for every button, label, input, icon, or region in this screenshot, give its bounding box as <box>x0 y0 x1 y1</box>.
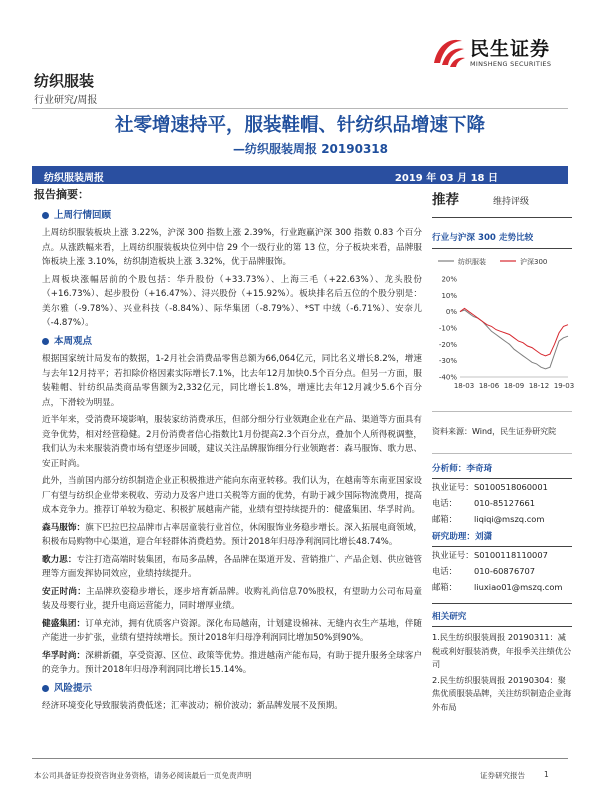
chart-title: 行业与沪深 300 走势比较 <box>432 233 534 243</box>
report-bar <box>32 166 568 184</box>
section-heading: 本周观点 <box>34 335 422 350</box>
rating-status: 维持评级 <box>493 197 530 207</box>
divider <box>432 411 572 412</box>
bullet-icon <box>42 212 49 219</box>
report-date: 2019 年 03 月 18 日 <box>394 173 498 184</box>
stock-paragraph: 健盛集团：订单充沛，拥有优质客户资源。深化布局越南，计划建设棉袜、无缝内衣生产基地，伴随产能进一步扩张，业绩有望持续增长。预计2018年归母净利润同比增加50%到90%。 <box>42 618 422 643</box>
researcher-tel: 电话： 010-60876707 <box>432 566 536 576</box>
x-tick-label: 19-03 <box>553 382 575 390</box>
legend-label: 沪深300 <box>520 258 548 266</box>
bullet-icon <box>42 685 49 692</box>
y-tick-label: -30% <box>438 357 457 366</box>
trend-chart <box>432 253 575 401</box>
rating <box>432 188 572 208</box>
divider <box>432 248 572 249</box>
y-tick-label: 0% <box>445 308 457 317</box>
y-tick-label: 20% <box>441 275 457 284</box>
researcher-cert: 执业证号： S0100118110007 <box>432 550 548 560</box>
logo-mark-icon <box>430 33 466 71</box>
divider <box>432 603 572 604</box>
page-number: 1 <box>544 770 549 779</box>
header-divider <box>32 108 568 109</box>
related-list <box>432 631 572 714</box>
bullet-icon <box>42 338 49 345</box>
section-heading: 上周行情回顾 <box>34 209 422 224</box>
sidebar <box>432 188 575 716</box>
stock-paragraph: 华孚时尚：深耕新疆，享受资源、区位、政策等优势。推进越南产能布局，有助于提升服务全球客户的竞争力。预计2018年归母净利润同比增长15.14%。 <box>42 650 422 675</box>
x-tick-label: 18-09 <box>503 382 525 390</box>
paragraph: 近半年来，受消费环境影响，服装家纺消费承压，但部分细分行业领跑企业在产品、渠道等方面具有竞争优势，相对经营稳健。2月份消费者信心指数比1月份提高2.3个百分点，叠加个人所得税调整，我们认为未来服装消费市场有望逐步回暖，建议关注品牌服饰细分行业领跑者：森马服饰、歌力思、安正时尚。 <box>42 415 422 469</box>
legend-label: 纺织服装 <box>458 258 486 266</box>
y-tick-label: -40% <box>438 373 457 382</box>
researcher-heading: 研究助理：刘潇 <box>432 532 493 542</box>
x-tick-label: 18-12 <box>528 382 550 390</box>
related-item[interactable]: 1.民生纺织服装周报 20190311：减税或利好服装消费，年报季关注绩优公司 <box>432 632 572 669</box>
related-item[interactable]: 2.民生纺织服装周报 20190304：聚焦优质服装品牌，关注纺织制造企业海外布局 <box>432 674 572 712</box>
paragraph: 上周板块涨幅居前的个股包括：华升股份（+33.73%）、上海三毛（+22.63%）、龙头股份（+16.73%）、起步股份（+16.47%）、浔兴股份（+15.92%）。板块排名后五位的个股分别是：美尔雅（-9.78%）、兴业科技（-8.84%）、际华集团（-8.79%）、*ST 中绒（-6.71%）、安奈儿（-4.87%）。 <box>42 274 422 328</box>
divider <box>432 453 572 454</box>
paragraph: 上周纺织服装板块上涨 3.22%，沪深 300 指数上涨 2.39%，行业跑赢沪深 300 指数 0.83 个百分点。从涨跌幅来看，上周纺织服装板块位列中信 29 个一级行业的第 13 位，分子板块来看，品牌服饰板块上涨 3.10%，纺织制造板块上涨 3.32%，优于品牌服饰。 <box>42 228 422 267</box>
bar-label: 纺织服装周报 <box>44 173 104 184</box>
y-tick-label: -10% <box>438 324 457 333</box>
company-logo <box>430 33 570 73</box>
y-tick-label: -20% <box>438 340 457 349</box>
report-title: 社零增速持平，服装鞋帽、针纺织品增速下降 <box>114 115 485 136</box>
industry-label: 纺织服装 <box>34 72 95 90</box>
stock-paragraph: 安正时尚：主品牌玖姿稳步增长，逐步培育新品牌。收购礼尚信息70%股权，有望助力公司布局童装及母婴行业，提升电商运营能力，同时增厚业绩。 <box>42 586 422 611</box>
stock-paragraph: 歌力思：专注打造高端时装集团，布局多品牌，各品牌在渠道开发、营销推广、产品企划、供应链管理等方面发挥协同效应，业绩持续提升。 <box>42 554 422 579</box>
paragraph: 根据国家统计局发布的数据，1-2月社会消费品零售总额为66,064亿元，同比名义增长8.2%，增速与去年12月持平；若扣除价格因素实际增长7.1%，比去年12月加快0.5个百分点。但另一方面，服装鞋帽、针纺织品类商品零售额为2,332亿元，同比增长1.8%，增速比去年12月减少5.6个百分点，下滑较为明显。 <box>42 354 422 408</box>
rating-recommend: 推荐 <box>432 192 459 208</box>
logo-name-en: MINSHENG SECURITIES <box>470 60 552 68</box>
divider <box>432 217 572 218</box>
footer-divider <box>32 758 568 759</box>
paragraph: 此外，当前国内部分纺织制造企业正积极推进产能向东南亚转移。我们认为，在越南等东南亚国家设厂有望与纺织企业带来税收、劳动力及客户进口关税等方面的优势，有助于减少国际物流费用，提高成本竞争力。推荐订单较为稳定、积极扩展越南产能，业绩有望持续提升的：健盛集团、华孚时尚。 <box>42 476 422 515</box>
summary-column <box>34 188 422 717</box>
logo-name-cn: 民生证券 <box>470 38 551 60</box>
researcher-mail[interactable]: 邮箱： liuxiao01@mszq.com <box>432 582 563 592</box>
report-subtitle: —纺织服装周报 20190318 <box>233 142 388 156</box>
footer-disclaimer: 本公司具备证券投资咨询业务资格，请务必阅读最后一页免责声明 <box>34 771 252 780</box>
y-tick-label: 10% <box>441 291 457 300</box>
report-type: 行业研究/周报 <box>34 95 98 106</box>
footer-brand: 证券研究报告 <box>480 771 525 780</box>
series-line-纺织服装 <box>460 310 568 369</box>
analyst-tel: 电话： 010-85127661 <box>432 498 536 508</box>
x-tick-label: 18-06 <box>478 382 500 390</box>
analyst-cert: 执业证号： S0100518060001 <box>432 482 548 492</box>
section-heading: 风险提示 <box>34 682 422 697</box>
divider <box>432 626 572 627</box>
summary-heading: 报告摘要： <box>34 188 89 201</box>
chart-source: 资料来源：Wind，民生证券研究院 <box>432 427 557 436</box>
stock-paragraph: 森马服饰：旗下巴拉巴拉品牌市占率居童装行业首位，休闲服饰业务稳步增长。深入拓展电商领域，积极布局购物中心渠道，迎合年轻群体消费趋势。预计2018年归母净利润同比增长48.74%。 <box>42 522 422 547</box>
analyst-heading: 分析师：李奇琦 <box>432 464 493 474</box>
analyst-mail[interactable]: 邮箱： liqiqi@mszq.com <box>432 514 545 524</box>
x-tick-label: 18-03 <box>453 382 475 390</box>
paragraph: 经济环境变化导致服装消费低迷；汇率波动；棉价波动；新品牌发展不及预期。 <box>42 701 343 711</box>
related-heading: 相关研究 <box>432 612 467 622</box>
